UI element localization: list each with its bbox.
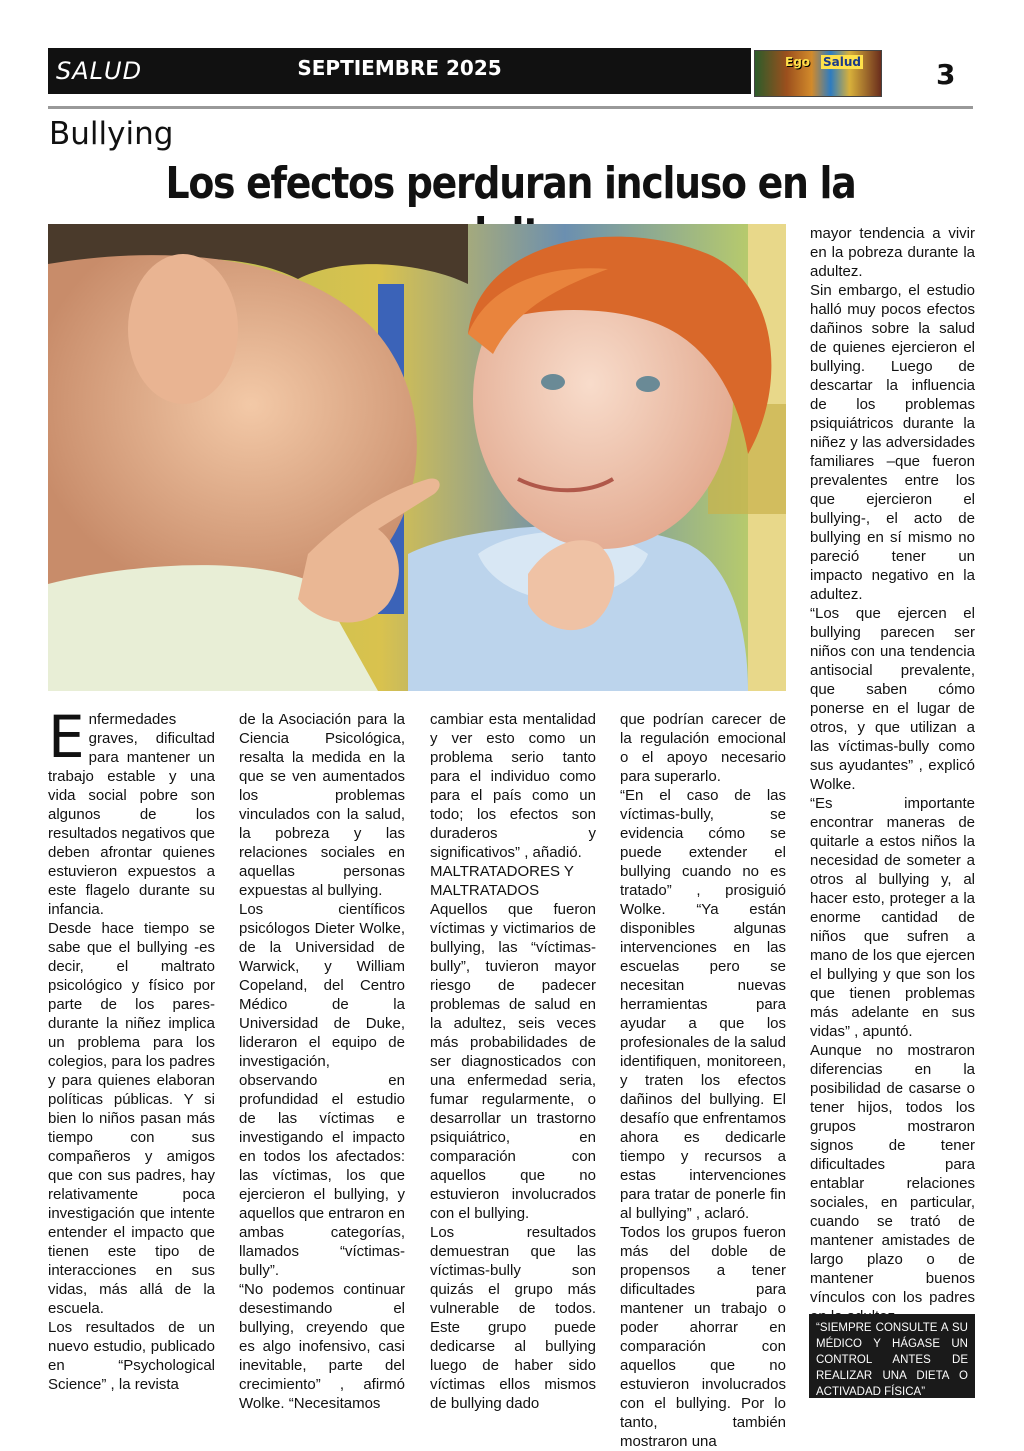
article-paragraph-text: nfermedades graves, dificultad para mantener un trabajo estable y una vida social pobre son algunos de los resultados negativos que deben afrontar quienes estuvieron expuestos a este flagelo durante su infancia. — [48, 711, 215, 918]
article-paragraph: Los científicos psicólogos Dieter Wolke, de la Universidad de Warwick, y William Copeland, del Centro Médico de la Universidad de Duke, lideraron el equipo de investigación, observando en profundidad el estudio de las víctimas e investigando el impacto en todos los afectados: las víctimas, los que ejercieron el bullying, y aquellos que entraron en ambas categorías, llamados “víctimas-bully”. — [239, 901, 405, 1279]
article-paragraph: Aunque no mostraron diferencias en la posibilidad de casarse o tener hijos, todos los grupos mostraron signos de tener dificultades para entablar relaciones sociales, en particular, cuando se trató de mantener amistades de largo plazo o de mantener buenos vínculos con los padres — [810, 1042, 975, 1306]
page-number: 3 — [936, 58, 956, 91]
article-column-2 — [239, 710, 405, 1413]
logo-word-ego: Ego — [785, 55, 811, 69]
article-paragraph: que podrían carecer de la regulación emocional o el apoyo necesario para superarlo. — [620, 711, 786, 785]
article-paragraph — [48, 703, 215, 919]
article-headline: Los efectos perduran incluso en la — [165, 158, 856, 209]
article-paragraph: “Los que ejercen el bullying parecen ser niños con una tendencia antisocial prevalente, que saben cómo ponerse en el lugar de otros, y que utilizan a las víctimas-bully como sus ayudantes” , explicó Wolke. — [810, 605, 975, 793]
article-paragraph: cambiar esta mentalidad y ver esto como un problema serio tanto para el individuo como para el país como un todo; los efectos son duraderos y significativos” , añadió. — [430, 711, 596, 861]
drop-cap: E — [48, 703, 85, 771]
article-column-3 — [430, 710, 596, 1413]
article-paragraph: Los resultados demuestran que las víctimas-bully son quizás el grupo más vulnerable de todos. Este grupo puede dedicarse al bullying luego de haber sido víctimas ellos mismos de bullying dado — [430, 1224, 596, 1412]
bullying-photo-illustration — [48, 224, 786, 691]
article-column-4 — [620, 710, 786, 1451]
article-paragraph: Aquellos que fueron víctimas y victimarios de bullying, las “víctimas-bully”, tuvieron mayor riesgo de padecer problemas de salud en la adultez, seis veces más probabilidades de ser diagnosticados con una enfermedad seria, fumar regularmente, o desarrollar un trastorno psiquiátrico, en comparación con aquellos que no estuvieron involucrados con el bullying. — [430, 901, 596, 1222]
health-advice-box: “SIEMPRE CONSULTE A SU MÉDICO Y HÁGASE UN CONTROL ANTES DE REALIZAR UNA DIETA O ACTIVADAD FÍSICA” — [809, 1314, 975, 1398]
article-paragraph: “No podemos continuar desestimando el bullying, creyendo que es algo inofensivo, casi inevitable, parte del crecimiento” , afirmó Wolke. “Necesitamos — [239, 1281, 405, 1412]
article-column-5 — [810, 224, 975, 1326]
article-paragraph: mayor tendencia a vivir en la pobreza durante la adultez. — [810, 225, 975, 280]
article-paragraph: Desde hace tiempo se sabe que el bullying -es decir, el maltrato psicológico y físico por parte de los pares- durante la niñez implica un problema para los colegios, para los padres y para quienes elaboran políticas públicas. Y si bien lo niños pasan más tiempo con sus compañeros y amigos que con sus padres, hay relativamente poca investigación que intente entender el impacto que tienen este tipo de interacciones en sus vidas, más allá de la escuela. — [48, 920, 215, 1317]
article-paragraph: “Es importante encontrar maneras de quitarle a estos niños la necesidad de someter a otros al bullying y, al hacer esto, proteger a la enorme cantidad de niños que sufren a mano de los que ejercen el bullying y que son los que tienen problemas más adelante en sus vidas” , apuntó. — [810, 795, 975, 1040]
magazine-logo — [754, 50, 882, 97]
article-paragraph: Todos los grupos fueron más del doble de propensos a tener dificultades para mantener un trabajo o poder ahorrar en comparación con aquellos que no estuvieron involucrados con el bullying. Por lo tanto, también mostraron una — [620, 1224, 786, 1450]
header-divider — [48, 106, 973, 109]
section-name: SALUD — [56, 57, 143, 85]
article-kicker: Bullying — [49, 116, 174, 152]
issue-date: SEPTIEMBRE 2025 — [297, 56, 502, 80]
header-bar — [48, 48, 751, 94]
article-paragraph: Sin embargo, el estudio halló muy pocos efectos dañinos sobre la salud de quienes ejercieron el bullying. Luego de descartar la influencia de los problemas psiquiátricos durante la niñez y las adversidades familiares –que fueron prevalentes entre los que ejercieron el bullying-, el acto de bullying en sí mismo no pareció tener un impacto negativo en la adultez. — [810, 282, 975, 603]
article-paragraph: Los resultados de un nuevo estudio, publicado en “Psychological Science” , la revista — [48, 1319, 215, 1393]
section-subheading: MALTRATADORES Y MALTRATADOS — [430, 863, 574, 899]
article-paragraph: de la Asociación para la Ciencia Psicológica, resalta la medida en la que se ven aumentados los problemas vinculados con la salud, la pobreza y las relaciones sociales en aquellas personas expuestas al bullying. — [239, 711, 405, 899]
article-photo — [48, 224, 786, 691]
logo-word-salud: Salud — [823, 55, 861, 69]
article-column-1 — [48, 703, 215, 1394]
article-paragraph: “En el caso de las víctimas-bully, se evidencia cómo se puede extender el bullying cuando no es tratado” , prosiguió Wolke. “Ya están disponibles algunas intervenciones en las escuelas pero se necesitan nuevas herramientas para ayudar a que los profesionales de la salud identifiquen, monitoreen, y traten los efectos dañinos del bullying. El desafío que enfrentamos ahora es dedicarle tiempo y recursos a estas intervenciones para tratar de ponerle fin al bullying” , aclaró. — [620, 787, 786, 1222]
